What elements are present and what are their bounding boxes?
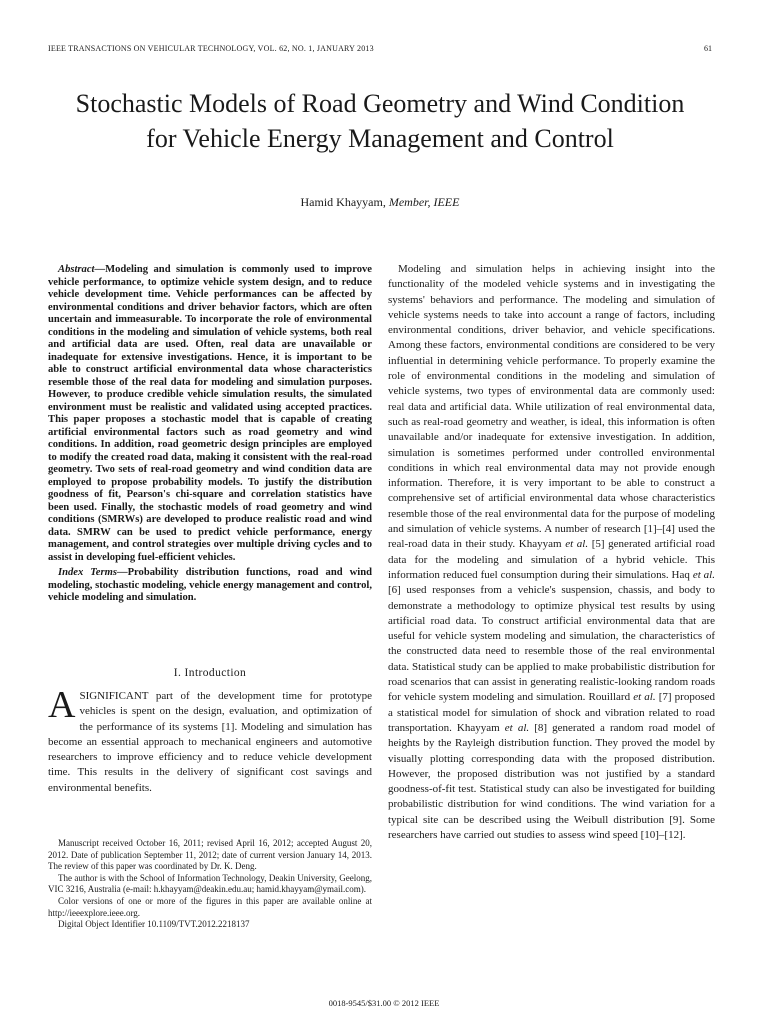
footnote-manuscript: Manuscript received October 16, 2011; revised April 16, 2012; accepted August 20, 2012. Date of publication September 11, 2012; date of current version January 14, 2013. The review of this paper was coordinated by Dr. K. Deng.	[48, 838, 372, 872]
copyright-footer: 0018-9545/$31.00 © 2012 IEEE	[328, 998, 440, 1008]
index-terms-label: Index Terms	[58, 567, 117, 578]
footnote-affiliation: The author is with the School of Information Technology, Deakin University, Geelong, VIC 3216, Australia (e-mail: h.khayyam@deakin.edu.au; hamid.khayyam@ymail.com).	[48, 872, 372, 895]
abstract-paragraph	[48, 264, 372, 564]
citation-etal: et al.	[565, 538, 589, 551]
body-text: [8] generated a random road model of heights by the Rayleigh distribution function. They proved the model by visually plotting corresponding data with the proposed distribution. However, the proposed distribution was not justified by a standard goodness-of-fit test. Statistical study can also be investigated for building probabilistic distribution for wind conditions. The wind variation for a typical site can be described using the Weibull distribution [9]. Some researchers have carried out studies to assess wind speed [10]–[12].	[388, 721, 716, 841]
author-line	[60, 195, 700, 210]
abstract-block	[48, 264, 372, 605]
abstract-text: —Modeling and simulation is commonly used to improve vehicle performance, to optimize vehicle system design, and to reduce vehicle development time. Vehicle performances can be affected by environmental conditions and driver behavior factors, which are often uncertain and immeasurable. To incorporate the role of environmental conditions in the modeling and simulation of vehicle systems, both real and artificial data are used. Often, real data are unavailable or inadequate for extensive investigations. Hence, it is important to be able to construct artificial environmental data whose characteristics resemble those of the real data for modeling and simulation purposes. However, to produce credible vehicle simulation results, the simulated environment must be realistic and validated using accepted practices. This paper proposes a stochastic model that is capable of creating artificial environmental factors such as road geometry and wind conditions. In addition, road geometric design principles are employed to modify the created road data, making it consistent with the real-road geometry. Two sets of real-road geometry and wind condition data are employed to propose probability models. To justify the distribution goodness of fit, Pearson's chi-square and correlation statistics have been used. Finally, the stochastic models of road geometry and wind conditions (SMRWs) are developed to produce realistic road and wind data. SMRW can be used to predict vehicle performance, energy management, and control strategies over multiple driving cycles and to assist in developing fuel-efficient vehicles.	[48, 264, 372, 563]
right-column-paragraph	[388, 262, 715, 843]
footnote-doi: Digital Object Identifier 10.1109/TVT.2012.2218137	[58, 919, 250, 930]
body-text: [7] proposed a statistical model for simulation of shock and vibration related to road transportation. Khayyam	[388, 691, 715, 734]
citation-etal: et al.	[504, 721, 530, 734]
paper-title: Stochastic Models of Road Geometry and Wind Condition for Vehicle Energy Management and Control	[75, 89, 685, 153]
intro-text: SIGNIFICANT part of the development time for prototype vehicles is spent on the design, evaluation, and optimization of the performance of its systems [1]. Modeling and simulation has become an essential approach to mechanical engineers and automotive researchers to improve efficiency and to reduce vehicle development time. This results in the delivery of significant cost savings and environmental benefits.	[48, 690, 372, 794]
body-text: [5] generated artificial road data for the modeling and simulation of a hybrid vehicle. This information reduced fuel consumption during their simulations. Haq	[388, 538, 715, 581]
citation-etal: et al.	[692, 568, 715, 581]
body-text: Modeling and simulation helps in achieving insight into the functionality of the modeled vehicle systems and in investigating the systems' behaviors and performance. The modeling and simulation of vehicle systems needs to take into account a range of factors, including environmental conditions, driver behavior, and vehicle specifications. Among these factors, environmental conditions are considered to be very influential in determining vehicle performance. To properly examine the role of environmental conditions in the modeling and simulation of vehicle systems, two types of environmental data are commonly used: real data and artificial data. While utilization of real environmental data, such as real-road geometry and weather, is ideal, this information is often unavailable and/or inadequate for extensive investigation. In addition, simulation is sometimes performed under controlled environmental conditions in which real environmental data may not provide enough information. Therefore, it is very important to be able to construct a comprehensive set of artificial environmental data whose characteristics resemble those of the real environmental data for the purpose of modeling and simulation of vehicle systems. A number of research [1]–[4] used the real-road data in their study. Khayyam	[388, 263, 715, 551]
intro-paragraph	[48, 684, 372, 796]
index-terms-paragraph	[48, 567, 372, 605]
drop-cap: A	[48, 684, 76, 726]
index-terms-text: —Probability distribution functions, road and wind modeling, stochastic modeling, vehicle energy management and control, vehicle modeling and simulation.	[48, 567, 372, 603]
footnotes	[48, 838, 372, 931]
author-membership: Member, IEEE	[388, 195, 460, 209]
footnote-color: Color versions of one or more of the figures in this paper are available online at http://ieeexplore.ieee.org.	[48, 895, 372, 918]
section-heading: I. Introduction	[173, 667, 247, 679]
citation-etal: et al.	[633, 691, 656, 704]
author-name: Hamid Khayyam,	[300, 195, 386, 209]
abstract-label: Abstract	[58, 264, 95, 275]
body-text: [6] used responses from a vehicle's suspension, chassis, and body to demonstrate a methodology to optimize physical test results by using artificial road data. To construct artificial environmental data that are useful for vehicle system modeling and simulation, the characteristics of the constructed data need to resemble those of the real environmental data. Statistical study can be applied to make probabilistic distribution for road scenarios that can assist in generating realistic-looking random roads for vehicle system modeling and simulation. Rouillard	[388, 584, 715, 704]
page-number: 61	[704, 44, 712, 53]
journal-header: IEEE TRANSACTIONS ON VEHICULAR TECHNOLOGY, VOL. 62, NO. 1, JANUARY 2013	[48, 44, 374, 53]
